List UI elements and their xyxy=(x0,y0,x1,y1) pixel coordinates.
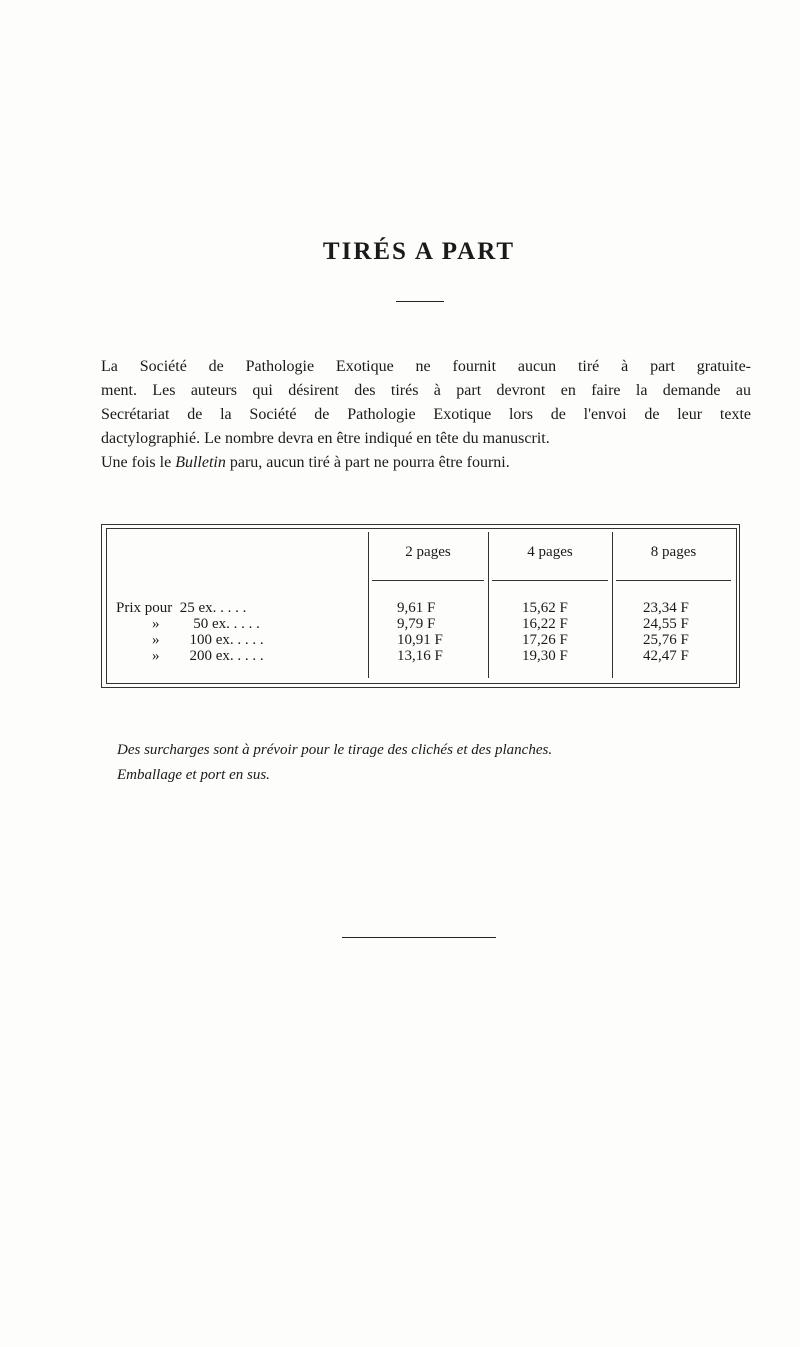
header-underline xyxy=(492,580,608,581)
table-cell: 17,26 F xyxy=(522,632,568,648)
table-cell: 25,76 F xyxy=(643,632,689,648)
paragraph-line: Secrétariat de la Société de Pathologie Exotique lors de l'envoi de leur texte xyxy=(101,406,751,423)
paragraph-line: ment. Les auteurs qui désirent des tirés à part devront en faire la demande au xyxy=(101,382,751,399)
table-cell: 9,79 F xyxy=(397,616,436,632)
table-cell: 15,62 F xyxy=(522,600,568,616)
table-cell: 24,55 F xyxy=(643,616,689,632)
table-cell: 10,91 F xyxy=(397,632,443,648)
table-row-label: Prix pour 25 ex. . . . . xyxy=(116,600,247,616)
table-cell: 19,30 F xyxy=(522,648,568,664)
closing-divider xyxy=(342,937,496,938)
shipping-note: Emballage et port en sus. xyxy=(117,767,270,783)
table-header-2-pages: 2 pages xyxy=(405,544,451,560)
header-underline xyxy=(372,580,484,581)
table-cell: 16,22 F xyxy=(522,616,568,632)
table-cell: 23,34 F xyxy=(643,600,689,616)
surcharge-note: Des surcharges sont à prévoir pour le tirage des clichés et des planches. xyxy=(117,742,553,758)
table-row-label: » 100 ex. . . . . xyxy=(152,632,264,648)
table-cell: 9,61 F xyxy=(397,600,436,616)
table-cell: 42,47 F xyxy=(643,648,689,664)
header-underline xyxy=(616,580,731,581)
table-header-4-pages: 4 pages xyxy=(527,544,573,560)
page-title: TIRÉS A PART xyxy=(322,238,516,265)
paragraph-text: Une fois le xyxy=(101,454,176,471)
paragraph-text: paru, aucun tiré à part ne pourra être fourni. xyxy=(225,454,510,471)
intro-paragraph xyxy=(101,355,751,475)
paragraph-line xyxy=(101,451,751,475)
title-divider xyxy=(396,301,444,302)
table-header-8-pages: 8 pages xyxy=(650,544,697,560)
table-row-label: » 50 ex. . . . . xyxy=(152,616,260,632)
table-cell: 13,16 F xyxy=(397,648,443,664)
bulletin-title: Bulletin xyxy=(175,454,226,471)
paragraph-line: dactylographié. Le nombre devra en être indiqué en tête du manuscrit. xyxy=(101,430,550,447)
paragraph-line: La Société de Pathologie Exotique ne fournit aucun tiré à part gratuite- xyxy=(101,358,751,375)
table-row-label: » 200 ex. . . . . xyxy=(152,648,264,664)
